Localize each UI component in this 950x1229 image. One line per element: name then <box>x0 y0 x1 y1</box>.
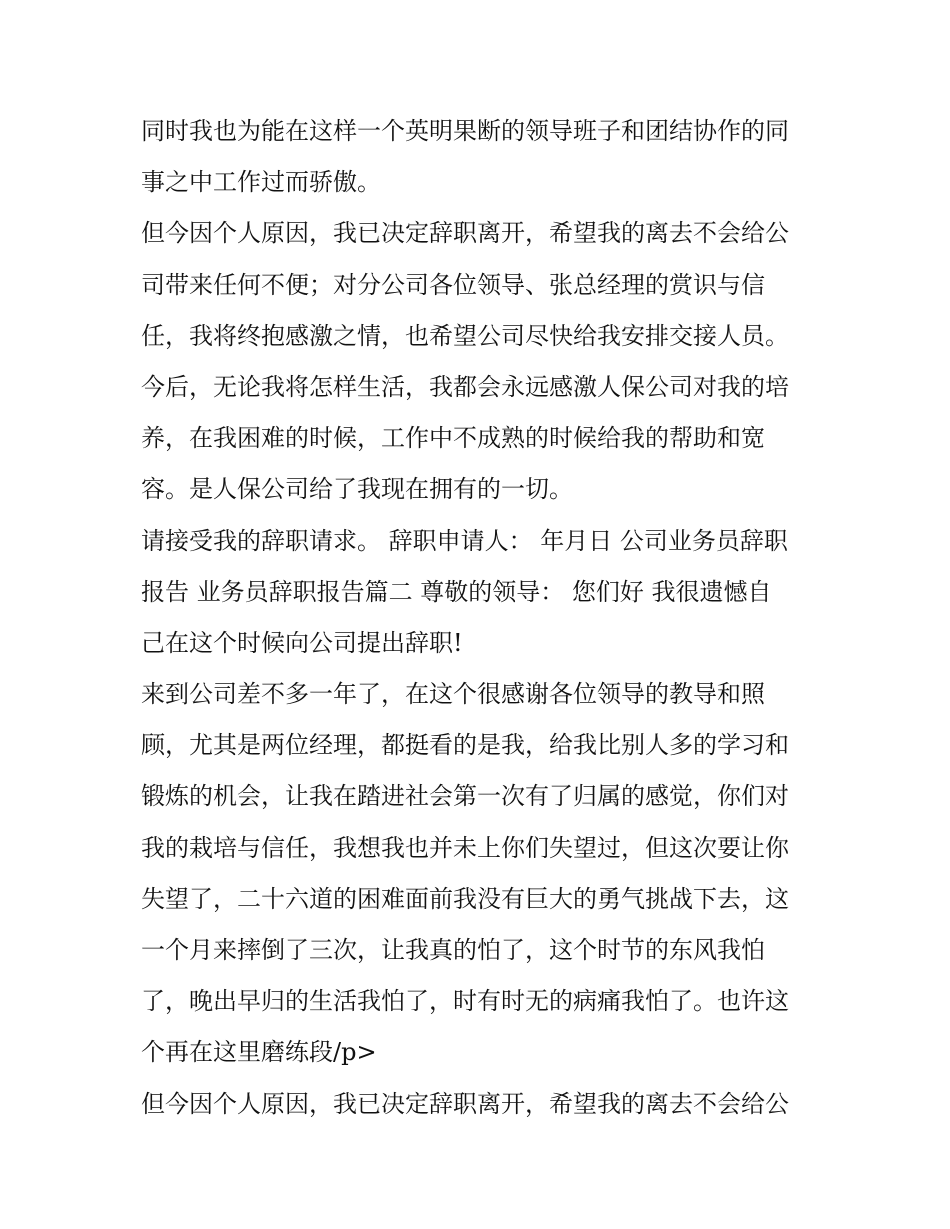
text-line: 事之中工作过而骄傲。 <box>141 168 381 197</box>
text-line: 我的栽培与信任，我想我也并未上你们失望过，但这次要让你 <box>141 833 789 862</box>
text-line: 但今因个人原因，我已决定辞职离开，希望我的离去不会给公 <box>141 1089 789 1118</box>
text-line: 同时我也为能在这样一个英明果断的领导班子和团结协作的同 <box>141 117 789 145</box>
text-line: 报告 业务员辞职报告篇二 尊敬的领导： 您们好 我很遗憾自 <box>141 577 772 606</box>
text-line: 但今因个人原因，我已决定辞职离开，希望我的离去不会给公 <box>141 219 789 248</box>
text-line: 了，晚出早归的生活我怕了，时有时无的病痛我怕了。也许这 <box>141 987 789 1016</box>
text-line: 来到公司差不多一年了，在这个很感谢各位领导的教导和照 <box>141 680 765 709</box>
text-line: 一个月来摔倒了三次，让我真的怕了，这个时节的东风我怕 <box>141 936 765 964</box>
text-line: 容。是人保公司给了我现在拥有的一切。 <box>141 475 573 504</box>
text-line: 任，我将终抱感激之情，也希望公司尽快给我安排交接人员。 <box>141 321 789 350</box>
text-line: 养，在我困难的时候，工作中不成熟的时候给我的帮助和宽 <box>141 424 765 453</box>
text-line: 司带来任何不便；对分公司各位领导、张总经理的赏识与信 <box>141 270 765 299</box>
text-line: 顾，尤其是两位经理，都挺看的是我，给我比别人多的学习和 <box>141 731 789 760</box>
document-body <box>141 106 821 1130</box>
text-line: 今后，无论我将怎样生活，我都会永远感激人保公司对我的培 <box>141 372 789 401</box>
text-line: 失望了，二十六道的困难面前我没有巨大的勇气挑战下去，这 <box>141 884 789 913</box>
text-line: 个再在这里磨练段/p> <box>141 1038 377 1067</box>
text-line: 锻炼的机会，让我在踏进社会第一次有了归属的感觉，你们对 <box>141 782 789 811</box>
text-line: 请接受我的辞职请求。 辞职申请人： 年月日 公司业务员辞职 <box>141 526 788 555</box>
text-line: 己在这个时候向公司提出辞职! <box>141 628 463 657</box>
